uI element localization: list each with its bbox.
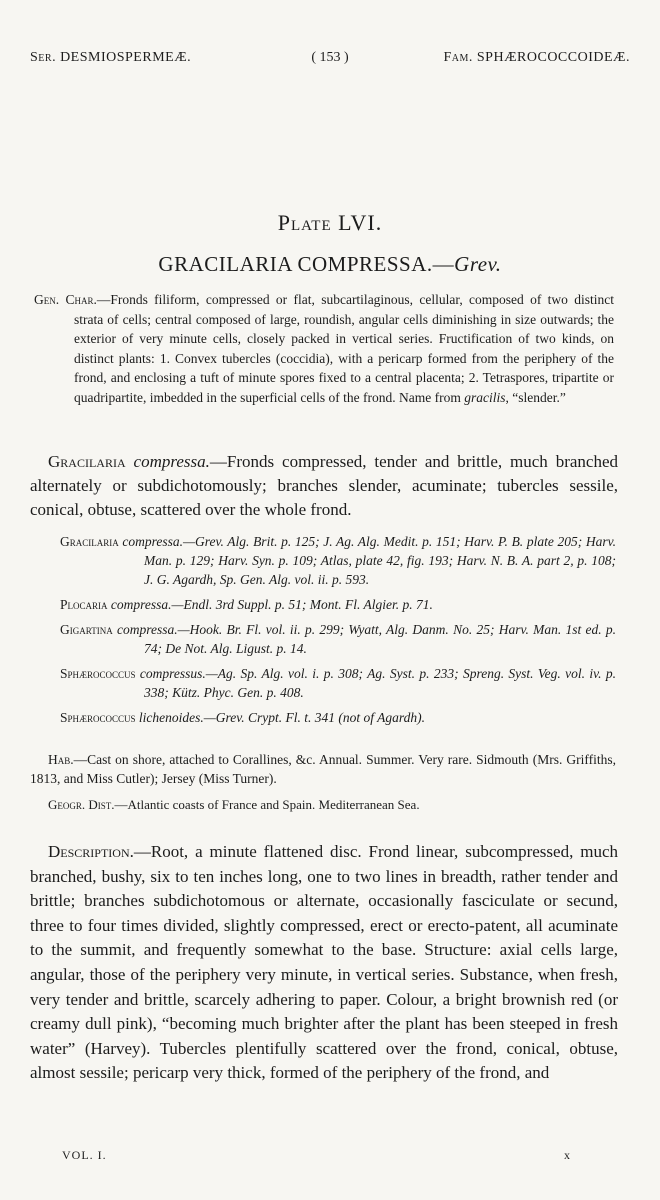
synonym-entry [60, 532, 616, 589]
gen-char-text: —Fronds filiform, compressed or flat, subcartilaginous, cellular, composed of two distinct strata of cells; central composed of large, roundish, angular cells diminishing in size outwards; the exterior of very minute cells, closely packed in vertical series. Fructification of two kinds, on distinct plants: 1. Convex tubercles (coccidia), with a pericarp formed from the periphery of the frond, and enclosing a tuft of minute spores fixed to a central placenta; 2. Tetraspores, tripartite or quadripartite, imbedded in the superficial cells of the frond. Name from [74, 292, 614, 405]
volume-mark: VOL. I. [62, 1148, 107, 1162]
plate-title: Plate LVI. [277, 210, 383, 235]
species-author: Grev. [454, 252, 502, 276]
description-text: —Root, a minute flattened disc. Frond linear, subcompressed, much branched, bushy, six to ten inches long, one to two lines in breadth, rather tender and brittle; branches subdichotomous or alternate, occasionally fasciculate or secund, three to four times divided, slightly compressed, erect or erecto-patent, all acuminate to the summit, and frequently somewhat to the base. Structure: axial cells large, angular, those of the periphery very minute, in vertical series. Substance, when fresh, very tender and brittle, scarcely adhering to paper. Colour, a bright brownish red (or creamy dull pink), “becoming much brighter after the plant has been steeped in fresh water” (Harvey). Tubercles plentifully scattered over the frond, conical, obtuse, almost sessile; pericarp very thick, formed of the periphery of the frond, and [30, 842, 618, 1083]
distribution-text: —Atlantic coasts of France and Spain. Mediterranean Sea. [114, 797, 420, 812]
gen-char-word: gracilis [464, 389, 506, 405]
species-title [0, 252, 660, 277]
synonym-genus: Gracilaria [60, 534, 119, 549]
gen-char-end: , “slender.” [505, 389, 566, 405]
description-label: Description. [48, 842, 134, 861]
synonym-genus: Sphærococcus [60, 710, 136, 725]
species-diagnosis [30, 450, 618, 522]
synonym-entry [60, 595, 616, 614]
synonymy-list [60, 532, 616, 733]
habitat-text: —Cast on shore, attached to Corallines, &c. Annual. Summer. Very rare. Sidmouth (Mrs. Griffiths, 1813, and Miss Cutler); Jersey (Miss Turner). [30, 752, 616, 786]
synonym-genus: Plocaria [60, 597, 108, 612]
header-series: Ser. DESMIOSPERMEÆ. [30, 50, 192, 65]
synonym-genus: Sphærococcus [60, 666, 136, 681]
signature-mark: x [564, 1148, 570, 1162]
gen-char-label: Gen. Char. [34, 292, 97, 307]
synonym-text: compressa.—Hook. Br. Fl. vol. ii. p. 299; Wyatt, Alg. Danm. No. 25; Harv. Man. 1st ed. p. 74; De Not. Alg. Ligust. p. 14. [116, 622, 616, 656]
page-footer [62, 1148, 570, 1166]
synonym-text: compressa.—Endl. 3rd Suppl. p. 51; Mont. Fl. Algier. p. 71. [110, 597, 433, 612]
diagnosis-species: compressa. [133, 452, 210, 471]
running-header [30, 50, 630, 70]
synonym-text: compressus.—Ag. Sp. Alg. vol. i. p. 308; Ag. Syst. p. 233; Spreng. Syst. Veg. vol. iv. p. 338; Kütz. Phyc. Gen. p. 408. [139, 666, 617, 700]
distribution-section [48, 797, 608, 813]
habitat-label: Hab. [48, 752, 74, 767]
synonym-entry [60, 664, 616, 702]
page-number: ( 153 ) [311, 50, 349, 65]
distribution-label: Geogr. Dist. [48, 797, 115, 812]
synonym-text: lichenoides.—Grev. Crypt. Fl. t. 341 (not of Agardh). [138, 710, 425, 725]
description-section [30, 840, 618, 1086]
header-family: Fam. SPHÆROCOCCOIDEÆ. [443, 50, 630, 65]
generic-character [34, 290, 614, 407]
species-name: GRACILARIA COMPRESSA.— [158, 252, 455, 276]
synonym-text: compressa.—Grev. Alg. Brit. p. 125; J. Ag. Alg. Medit. p. 151; Harv. P. B. plate 205; Harv. Man. p. 129; Harv. Syn. p. 109; Atlas, plate 42, fig. 193; Harv. N. B. A. part 2, p. 108; J. G. Agardh, Sp. Gen. Alg. vol. ii. p. 593. [122, 534, 616, 587]
synonym-genus: Gigartina [60, 622, 113, 637]
diagnosis-text: —Fronds compressed, tender and brittle, much branched alternately or subdichotomously; branches slender, acuminate; tubercles sessile, conical, obtuse, scattered over the whole frond. [30, 452, 619, 519]
habitat-section [30, 750, 616, 788]
synonym-entry [60, 620, 616, 658]
synonym-entry [60, 708, 616, 727]
diagnosis-genus: Gracilaria [48, 452, 126, 471]
